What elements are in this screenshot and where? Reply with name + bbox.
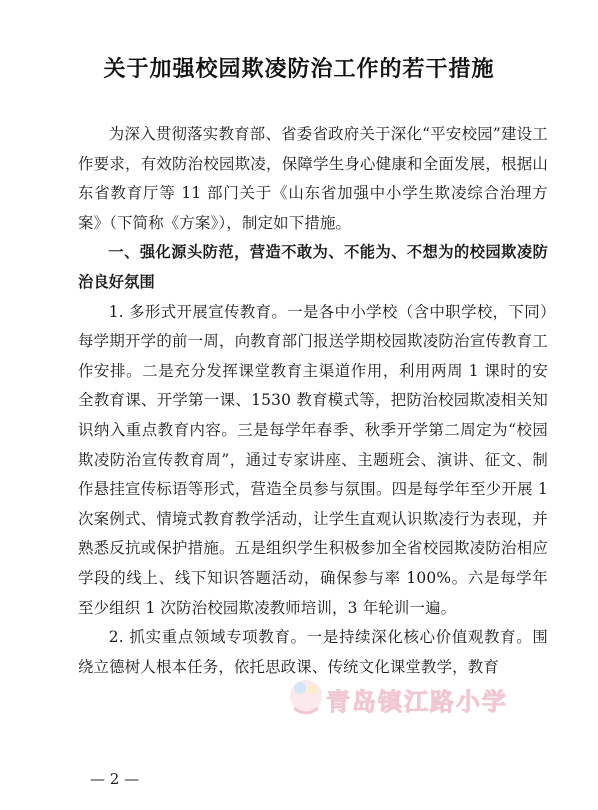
paragraph-item-1: 1. 多形式开展宣传教育。一是各中小学校（含中职学校，下同）每学期开学的前一周，向教育部门报送学期校园欺凌防治宣传教育工作安排。二是充分发挥课堂教育主渠道作用，利用两周 1 课时的安全教育课、开学第一课、1530 教育模式等，把防治校园欺凌相关知识纳入重点教育内容。三是每学年春季、秋季开学第二周定为“校园欺凌防治宣传教育周”，通过专家讲座、主题班会、演讲、征文、制作悬挂宣传标语等形式，营造全员参与氛围。四是每学年至少开展 1 次案例式、情境式教育教学活动，让学生直观认识欺凌行为表现，并熟悉反抗或保护措施。五是组织学生积极参加全省校园欺凌防治相应学段的线上、线下知识答题活动，确保参与率 100%。六是每学年至少组织 1 次防治校园欺凌教师培训，3 年轮训一遍。 xyxy=(78,302,548,617)
intro-paragraph: 为深入贯彻落实教育部、省委省政府关于深化“平安校园”建设工作要求，有效防治校园欺凌，保障学生身心健康和全面发展，根据山东省教育厅等 11 部门关于《山东省加强中小学生欺凌综合治理方案》（下简称《方案》），制定如下措施。 xyxy=(78,125,548,232)
watermark-text: 青岛镇江路小学 xyxy=(326,688,508,716)
page-number: — 2 — xyxy=(90,770,140,788)
document-title: 关于加强校园欺凌防治工作的若干措施 xyxy=(103,56,495,82)
section-heading-1: 一、强化源头防范，营造不敢为、不能为、不想为的校园欺凌防治良好氛围 xyxy=(78,243,548,291)
document-body xyxy=(78,120,548,682)
paragraph-item-2: 2. 抓实重点领域专项教育。一是持续深化核心价值观教育。围绕立德树人根本任务，依托思政课、传统文化课堂教学，教育 xyxy=(78,628,548,676)
